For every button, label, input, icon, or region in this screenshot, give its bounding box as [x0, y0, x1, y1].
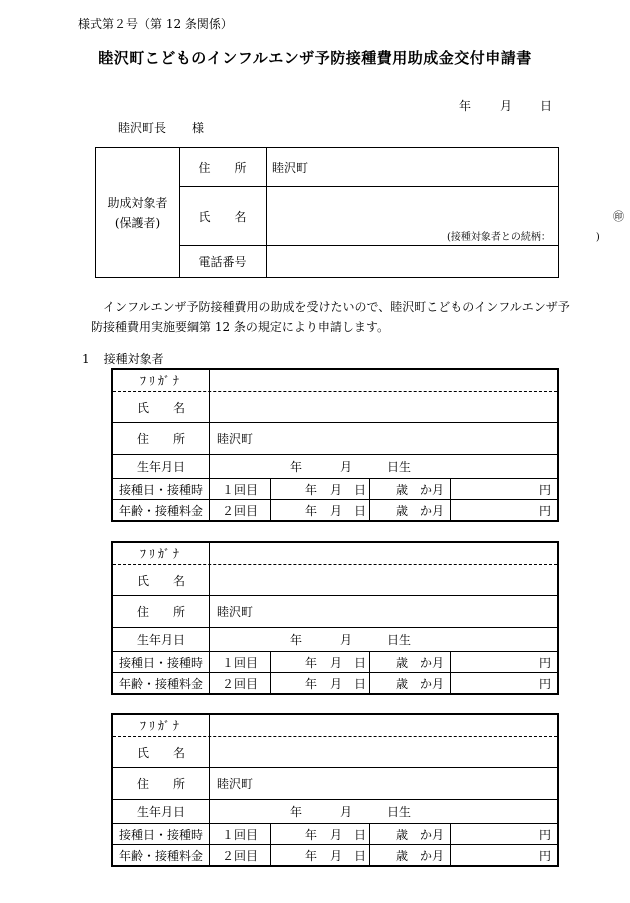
furigana-label: ﾌﾘｶﾞﾅ	[113, 715, 210, 736]
furigana-field[interactable]	[210, 370, 557, 391]
dose-2-yen-unit: 円	[538, 676, 551, 691]
applicant-address-field[interactable]: 睦沢町	[272, 160, 309, 175]
recipient-name-label: 氏 名	[113, 565, 210, 595]
applicant-name-field[interactable]	[269, 187, 624, 245]
dose-2-year-unit: 年	[305, 503, 318, 518]
dose-2-year-unit: 年	[305, 676, 318, 691]
dose-1-age[interactable]	[370, 479, 451, 499]
dose-2-months-unit: か月	[420, 676, 445, 691]
recipient-address-field[interactable]: 睦沢町	[217, 432, 254, 446]
dose-2-fee[interactable]	[451, 845, 557, 865]
dose-2-day-unit: 日	[354, 503, 367, 518]
recipient-block	[111, 368, 559, 522]
furigana-row	[113, 715, 557, 737]
dose-1-fee[interactable]	[451, 479, 557, 499]
dose-1-age-unit: 歳	[396, 482, 409, 497]
dose-1-fee[interactable]	[451, 824, 557, 844]
dose-2-day-unit: 日	[354, 848, 367, 863]
vaccination-row-2	[113, 500, 557, 520]
birthdate-field[interactable]	[210, 800, 557, 823]
seal-mark: ㊞	[613, 210, 624, 223]
applicant-phone-row	[179, 246, 558, 277]
dose-2-label: ２回目	[210, 500, 271, 520]
recipient-address-field[interactable]: 睦沢町	[217, 605, 254, 619]
section-number: 1	[82, 352, 90, 366]
applicant-table	[95, 147, 624, 278]
dose-1-months-unit: か月	[420, 655, 445, 670]
birthdate-label: 生年月日	[113, 800, 210, 823]
recipient-address-row	[113, 423, 557, 455]
age-fee-label: 年齢・接種料金	[113, 845, 210, 865]
furigana-row	[113, 370, 557, 392]
furigana-row	[113, 543, 557, 565]
dose-1-year-unit: 年	[305, 827, 318, 842]
vacc-date-label: 接種日・接種時	[113, 652, 210, 672]
vacc-date-label: 接種日・接種時	[113, 824, 210, 844]
dose-1-month-unit: 月	[330, 655, 343, 670]
dose-2-months-unit: か月	[420, 848, 445, 863]
dose-1-age[interactable]	[370, 652, 451, 672]
recipient-address-label: 住 所	[113, 768, 210, 799]
date-month: 月	[500, 99, 513, 113]
recipient-address-row	[113, 768, 557, 800]
applicant-name-row	[179, 187, 624, 246]
recipient-block	[111, 713, 559, 867]
birthdate-row	[113, 628, 557, 652]
age-fee-label: 年齢・接種料金	[113, 500, 210, 520]
recipient-name-row	[113, 392, 557, 423]
page-title: 睦沢町こどものインフルエンザ予防接種費用助成金交付申請書	[98, 49, 532, 67]
dose-1-label: １回目	[210, 652, 271, 672]
dose-2-age[interactable]	[370, 673, 451, 693]
recipient-name-label: 氏 名	[113, 392, 210, 422]
dose-1-months-unit: か月	[420, 827, 445, 842]
dose-2-month-unit: 月	[330, 676, 343, 691]
dose-2-date[interactable]	[271, 673, 370, 693]
dose-2-fee[interactable]	[451, 673, 557, 693]
dose-2-age[interactable]	[370, 845, 451, 865]
dose-2-months-unit: か月	[420, 503, 445, 518]
dose-1-age[interactable]	[370, 824, 451, 844]
dose-1-day-unit: 日	[354, 827, 367, 842]
birth-month-unit: 月	[340, 633, 353, 647]
dose-2-age-unit: 歳	[396, 503, 409, 518]
dose-2-month-unit: 月	[330, 503, 343, 518]
furigana-field[interactable]	[210, 715, 557, 736]
dose-2-month-unit: 月	[330, 848, 343, 863]
vaccination-row-2	[113, 845, 557, 865]
dose-1-yen-unit: 円	[538, 827, 551, 842]
recipient-block	[111, 541, 559, 695]
section-title: 接種対象者	[103, 352, 164, 366]
form-number: 様式第２号（第 12 条関係）	[78, 17, 233, 31]
recipient-name-label: 氏 名	[113, 737, 210, 767]
birth-year-unit: 年	[290, 633, 303, 647]
dose-1-age-unit: 歳	[396, 827, 409, 842]
section-heading	[82, 350, 164, 367]
birthdate-label: 生年月日	[113, 455, 210, 478]
birthdate-row	[113, 455, 557, 479]
birth-day-unit: 日生	[387, 460, 412, 474]
date-day: 日	[540, 99, 553, 113]
dose-1-fee[interactable]	[451, 652, 557, 672]
birthdate-field[interactable]	[210, 628, 557, 651]
birth-day-unit: 日生	[387, 805, 412, 819]
dose-1-yen-unit: 円	[538, 482, 551, 497]
birthdate-field[interactable]	[210, 455, 557, 478]
relation-note: (接種対象者との続柄： )	[447, 232, 600, 243]
date-year: 年	[459, 99, 472, 113]
birth-month-unit: 月	[340, 460, 353, 474]
recipient-address-label: 住 所	[113, 423, 210, 454]
recipient-name-field[interactable]	[210, 737, 557, 767]
dose-1-day-unit: 日	[354, 482, 367, 497]
dose-1-label: １回目	[210, 479, 271, 499]
recipient-address-row	[113, 596, 557, 628]
birthdate-row	[113, 800, 557, 824]
addressee-honorific: 様	[192, 121, 205, 135]
dose-2-fee[interactable]	[451, 500, 557, 520]
recipient-address-label: 住 所	[113, 596, 210, 627]
dose-2-day-unit: 日	[354, 676, 367, 691]
vaccination-row-1	[113, 479, 557, 500]
dose-1-month-unit: 月	[330, 827, 343, 842]
recipient-name-row	[113, 737, 557, 768]
recipient-name-row	[113, 565, 557, 596]
age-fee-label: 年齢・接種料金	[113, 673, 210, 693]
birth-day-unit: 日生	[387, 633, 412, 647]
addressee-name: 睦沢町長	[118, 121, 167, 135]
birth-month-unit: 月	[340, 805, 353, 819]
applicant-address-label: 住 所	[179, 148, 267, 186]
dose-1-date[interactable]	[271, 479, 370, 499]
furigana-label: ﾌﾘｶﾞﾅ	[113, 370, 210, 391]
dose-2-date[interactable]	[271, 500, 370, 520]
dose-1-months-unit: か月	[420, 482, 445, 497]
birth-year-unit: 年	[290, 805, 303, 819]
dose-1-month-unit: 月	[330, 482, 343, 497]
dose-1-date[interactable]	[271, 824, 370, 844]
dose-2-label: ２回目	[210, 845, 271, 865]
dose-2-date[interactable]	[271, 845, 370, 865]
recipient-address-field[interactable]: 睦沢町	[217, 777, 254, 791]
dose-1-age-unit: 歳	[396, 655, 409, 670]
dose-1-year-unit: 年	[305, 655, 318, 670]
dose-1-label: １回目	[210, 824, 271, 844]
statement-text: インフルエンザ予防接種費用の助成を受けたいので、睦沢町こどものインフルエンザ予防接種費用実施要綱第 12 条の規定により申請します。	[91, 300, 570, 334]
furigana-field[interactable]	[210, 543, 557, 564]
applicant-label-line2: (保護者)	[114, 215, 161, 230]
dose-2-age-unit: 歳	[396, 848, 409, 863]
birth-year-unit: 年	[290, 460, 303, 474]
addressee	[118, 119, 204, 136]
dose-2-yen-unit: 円	[538, 503, 551, 518]
applicant-name-label: 氏 名	[179, 187, 267, 245]
dose-2-age-unit: 歳	[396, 676, 409, 691]
vaccination-row-1	[113, 652, 557, 673]
recipient-name-field[interactable]	[210, 392, 557, 422]
dose-2-year-unit: 年	[305, 848, 318, 863]
dose-2-yen-unit: 円	[538, 848, 551, 863]
applicant-phone-label: 電話番号	[179, 246, 267, 277]
dose-1-date[interactable]	[271, 652, 370, 672]
applicant-address-row	[179, 148, 558, 187]
dose-1-yen-unit: 円	[538, 655, 551, 670]
applicant-label-line1: 助成対象者	[107, 195, 168, 210]
dose-2-label: ２回目	[210, 673, 271, 693]
dose-1-day-unit: 日	[354, 655, 367, 670]
applicant-group-label	[96, 148, 180, 277]
vaccination-row-2	[113, 673, 557, 693]
birthdate-label: 生年月日	[113, 628, 210, 651]
recipient-name-field[interactable]	[210, 565, 557, 595]
furigana-label: ﾌﾘｶﾞﾅ	[113, 543, 210, 564]
vaccination-row-1	[113, 824, 557, 845]
dose-1-year-unit: 年	[305, 482, 318, 497]
dose-2-age[interactable]	[370, 500, 451, 520]
vacc-date-label: 接種日・接種時	[113, 479, 210, 499]
